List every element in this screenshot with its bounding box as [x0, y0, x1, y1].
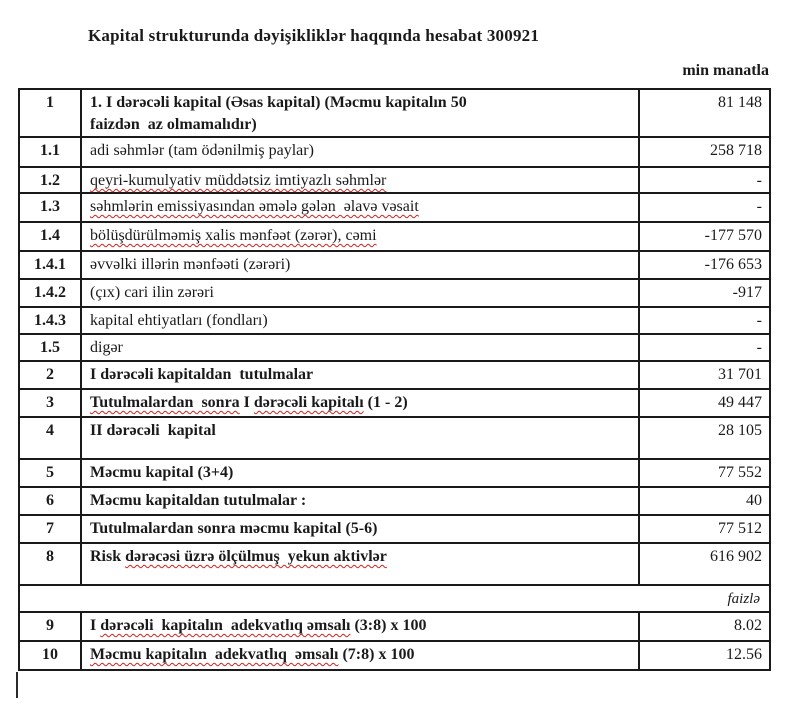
label-text: kapital ehtiyatları (fondları) — [90, 312, 268, 329]
row-number-cell: 2 — [20, 362, 82, 388]
row-value-cell: 28 105 — [718, 422, 762, 439]
row-label-cell — [82, 516, 640, 542]
row-label-cell — [82, 252, 640, 278]
row-label-cell — [82, 460, 640, 486]
label-text: II dərəcəli kapital — [90, 422, 216, 439]
row-label-cell — [82, 335, 640, 360]
table-row — [20, 460, 769, 488]
table-row — [20, 516, 769, 544]
row-label-cell — [82, 138, 640, 166]
row-label-cell — [82, 308, 640, 333]
row-value-cell: 616 902 — [710, 548, 762, 565]
row-value-cell: 81 148 — [718, 94, 762, 111]
row-value-cell: 31 701 — [718, 366, 762, 383]
misspelled-text: dərəcəli kapitalın adekvatlıq əmsalı — [100, 617, 351, 634]
table-row — [20, 168, 769, 194]
row-value-cell: 77 512 — [718, 520, 762, 537]
page-title: Kapital strukturunda dəyişikliklər haqqında hesabat 300921 — [88, 26, 540, 45]
row-number-cell: 3 — [20, 390, 82, 416]
table-row — [20, 362, 769, 390]
row-number-cell: 1.3 — [20, 194, 82, 221]
label-text: 1. I dərəcəli kapital (Əsas kapital) (Məcmu kapitalın 50 — [90, 94, 467, 111]
row-label-cell — [82, 642, 640, 669]
row-number-cell: 6 — [20, 488, 82, 514]
row-value-cell: 258 718 — [710, 142, 762, 159]
misspelled-text: qeyri-kumulyativ müddətsiz imtiyazlı səhmlər — [90, 172, 387, 189]
label-text: digər — [90, 339, 123, 356]
label-text: I — [239, 394, 254, 411]
table-row — [20, 138, 769, 168]
table-row — [20, 90, 769, 138]
table-row — [20, 642, 769, 669]
unit-band-row — [20, 586, 769, 613]
row-value-cell: - — [756, 198, 762, 215]
misspelled-text: dərəcəli kapitalı — [253, 394, 364, 411]
row-label-cell — [82, 280, 640, 306]
row-value-cell: 40 — [746, 492, 762, 509]
misspelled-text: Məcmu kapitalın adekvatlıq əmsalı — [90, 646, 339, 663]
row-value-cell: 12.56 — [726, 646, 762, 663]
row-number-cell: 1.4.2 — [20, 280, 82, 306]
capital-table — [18, 88, 771, 671]
row-value-cell: - — [756, 172, 762, 189]
row-number-cell: 9 — [20, 613, 82, 640]
row-number-cell: 1.5 — [20, 335, 82, 360]
label-text: Məcmu kapital (3+4) — [90, 464, 234, 481]
table-row — [20, 335, 769, 362]
misspelled-text: bölüşdürülməmiş xalis mənfəət (zərər), cəmi — [90, 227, 377, 244]
label-text: (çıx) cari ilin zərəri — [90, 284, 214, 301]
row-number-cell: 1.4.1 — [20, 252, 82, 278]
label-text: I dərəcəli kapitaldan tutulmalar — [90, 366, 314, 383]
label-text: (7:8) x 100 — [338, 646, 415, 663]
row-label-cell — [82, 168, 640, 192]
label-text: adi səhmlər (tam ödənilmiş paylar) — [90, 142, 314, 159]
row-value-cell: 77 552 — [718, 464, 762, 481]
row-value-cell: 49 447 — [718, 394, 762, 411]
row-number-cell: 8 — [20, 544, 82, 584]
row-number-cell: 1.4 — [20, 223, 82, 250]
row-value-cell: - — [756, 312, 762, 329]
label-text: Tutulmalardan sonra məcmu kapital (5-6) — [90, 520, 378, 537]
row-number-cell: 10 — [20, 642, 82, 669]
table-row — [20, 390, 769, 418]
row-number-cell: 4 — [20, 418, 82, 458]
row-number-cell: 5 — [20, 460, 82, 486]
percent-unit-label: faizlə — [727, 591, 760, 607]
table-row — [20, 223, 769, 252]
label-text: faizdən az olmamalıdır) — [90, 116, 257, 133]
table-row — [20, 418, 769, 460]
table-row — [20, 194, 769, 223]
table-row — [20, 280, 769, 308]
row-label-cell — [82, 418, 640, 458]
table-row — [20, 544, 769, 586]
row-label-cell — [82, 488, 640, 514]
row-value-cell: -177 570 — [704, 227, 762, 244]
label-text: (3:8) x 100 — [350, 617, 427, 634]
row-label-cell — [82, 223, 640, 250]
label-text: (1 - 2) — [363, 394, 408, 411]
row-number-cell: 1 — [20, 90, 82, 136]
misspelled-text: dərəcəsi üzrə ölçülmuş yekun aktivlər — [125, 548, 387, 565]
label-text: əvvəlki illərin mənfəəti (zərəri) — [90, 256, 291, 273]
row-label-cell — [82, 544, 640, 584]
label-text: I — [90, 617, 101, 634]
table-row — [20, 613, 769, 642]
label-text: Risk — [90, 548, 126, 565]
row-label-cell — [82, 90, 640, 136]
currency-unit-label: min manatla — [682, 62, 769, 79]
row-value-cell: -917 — [732, 284, 762, 301]
row-label-cell — [82, 390, 640, 416]
row-number-cell: 1.1 — [20, 138, 82, 166]
row-label-cell — [82, 362, 640, 388]
row-number-cell: 1.4.3 — [20, 308, 82, 333]
row-value-cell: - — [756, 339, 762, 356]
label-text: Məcmu kapitaldan tutulmalar : — [90, 492, 307, 509]
misspelled-text: səhmlərin emissiyasından əmələ gələn əlavə vəsait — [90, 198, 419, 215]
table-row — [20, 308, 769, 335]
row-value-cell: -176 653 — [704, 256, 762, 273]
row-label-cell — [82, 613, 640, 640]
row-number-cell: 1.2 — [20, 168, 82, 192]
table-edge-artifact — [16, 672, 18, 698]
row-label-cell — [82, 194, 640, 221]
misspelled-text: Tutulmalardan sonra — [90, 394, 240, 411]
row-number-cell: 7 — [20, 516, 82, 542]
table-row — [20, 252, 769, 280]
row-value-cell: 8.02 — [734, 617, 762, 634]
table-row — [20, 488, 769, 516]
